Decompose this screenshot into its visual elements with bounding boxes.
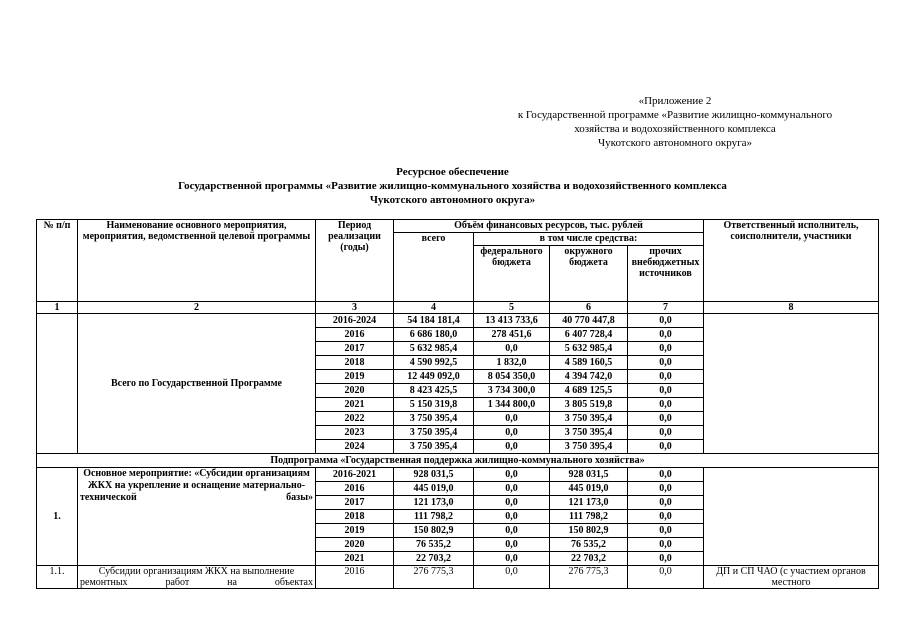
other-cell: 0,0 (628, 426, 704, 440)
period-cell: 2020 (316, 538, 394, 552)
responsible-cell: ДП и СП ЧАО (с участием органов местного (704, 566, 879, 589)
total-cell: 22 703,2 (394, 552, 474, 566)
header-responsible: Ответственный исполнитель, соисполнители, участники (704, 220, 879, 302)
header-other: прочих внебюджетных источников (628, 246, 704, 302)
okrug-cell: 3 805 519,8 (550, 398, 628, 412)
okrug-cell: 4 394 742,0 (550, 370, 628, 384)
header-total: всего (394, 233, 474, 302)
activity-row (37, 468, 879, 482)
total-cell: 928 031,5 (394, 468, 474, 482)
responsible-cell (704, 468, 879, 566)
okrug-cell: 76 535,2 (550, 538, 628, 552)
subactivity-name: Субсидии организациям ЖКХ на выполнение ремонтных работ на объектах (78, 566, 316, 589)
total-cell: 4 590 992,5 (394, 356, 474, 370)
period-cell: 2021 (316, 552, 394, 566)
appendix-line: «Приложение 2 (638, 95, 712, 107)
federal-cell: 0,0 (474, 426, 550, 440)
other-cell: 0,0 (628, 538, 704, 552)
total-cell: 111 798,2 (394, 510, 474, 524)
federal-cell: 0,0 (474, 566, 550, 589)
column-number: 1 (37, 302, 78, 314)
period-cell: 2021 (316, 398, 394, 412)
total-cell: 5 632 985,4 (394, 342, 474, 356)
other-cell: 0,0 (628, 524, 704, 538)
okrug-cell: 5 632 985,4 (550, 342, 628, 356)
other-cell: 0,0 (628, 398, 704, 412)
okrug-cell: 6 407 728,4 (550, 328, 628, 342)
federal-cell: 0,0 (474, 482, 550, 496)
column-number: 8 (704, 302, 879, 314)
period-cell: 2017 (316, 496, 394, 510)
other-cell: 0,0 (628, 384, 704, 398)
other-cell: 0,0 (628, 342, 704, 356)
federal-cell: 8 054 350,0 (474, 370, 550, 384)
total-cell: 3 750 395,4 (394, 412, 474, 426)
period-cell: 2016 (316, 328, 394, 342)
federal-cell: 0,0 (474, 496, 550, 510)
total-cell: 445 019,0 (394, 482, 474, 496)
other-cell: 0,0 (628, 370, 704, 384)
subprogram-title: Подпрограмма «Государственная поддержка жилищно-коммунального хозяйства» (37, 454, 879, 468)
subactivity-number: 1.1. (37, 566, 78, 589)
header-including: в том числе средства: (474, 233, 704, 246)
okrug-cell: 4 589 160,5 (550, 356, 628, 370)
column-number: 5 (474, 302, 550, 314)
federal-cell: 0,0 (474, 342, 550, 356)
header-row (37, 220, 879, 233)
period-cell: 2016 (316, 482, 394, 496)
period-cell: 2018 (316, 356, 394, 370)
federal-cell: 278 451,6 (474, 328, 550, 342)
federal-cell: 0,0 (474, 538, 550, 552)
total-cell: 3 750 395,4 (394, 440, 474, 454)
column-number: 3 (316, 302, 394, 314)
federal-cell: 13 413 733,6 (474, 314, 550, 328)
period-cell: 2016 (316, 566, 394, 589)
period-cell: 2020 (316, 384, 394, 398)
federal-cell: 1 832,0 (474, 356, 550, 370)
header-period: Период реализации (годы) (316, 220, 394, 302)
total-cell: 76 535,2 (394, 538, 474, 552)
subactivity-row (37, 566, 879, 589)
federal-cell: 0,0 (474, 412, 550, 426)
total-cell: 276 775,3 (394, 566, 474, 589)
okrug-cell: 111 798,2 (550, 510, 628, 524)
column-number: 7 (628, 302, 704, 314)
title-line: Ресурсное обеспечение (396, 166, 509, 178)
okrug-cell: 22 703,2 (550, 552, 628, 566)
title-line: Чукотского автономного округа» (369, 194, 536, 206)
appendix-line: к Государственной программе «Развитие жилищно-коммунального (517, 109, 833, 121)
total-cell: 5 150 319,8 (394, 398, 474, 412)
okrug-cell: 3 750 395,4 (550, 440, 628, 454)
total-cell: 6 686 180,0 (394, 328, 474, 342)
okrug-cell: 276 775,3 (550, 566, 628, 589)
column-number: 6 (550, 302, 628, 314)
other-cell: 0,0 (628, 496, 704, 510)
period-cell: 2018 (316, 510, 394, 524)
okrug-cell: 445 019,0 (550, 482, 628, 496)
other-cell: 0,0 (628, 412, 704, 426)
other-cell: 0,0 (628, 566, 704, 589)
title-line: Государственной программы «Развитие жилищно-коммунального хозяйства и водохозяйственного комплекса (178, 180, 727, 192)
period-cell: 2016-2021 (316, 468, 394, 482)
okrug-cell: 121 173,0 (550, 496, 628, 510)
okrug-cell: 4 689 125,5 (550, 384, 628, 398)
period-cell: 2023 (316, 426, 394, 440)
other-cell: 0,0 (628, 552, 704, 566)
period-cell: 2024 (316, 440, 394, 454)
appendix-note (430, 94, 905, 150)
okrug-cell: 928 031,5 (550, 468, 628, 482)
okrug-cell: 3 750 395,4 (550, 426, 628, 440)
total-cell: 3 750 395,4 (394, 426, 474, 440)
period-cell: 2017 (316, 342, 394, 356)
other-cell: 0,0 (628, 468, 704, 482)
appendix-line: Чукотского автономного округа» (598, 137, 752, 149)
okrug-cell: 150 802,9 (550, 524, 628, 538)
header-name: Наименование основного мероприятия, мероприятия, ведомственной целевой программы (78, 220, 316, 302)
header-federal: федерального бюджета (474, 246, 550, 302)
other-cell: 0,0 (628, 482, 704, 496)
other-cell: 0,0 (628, 510, 704, 524)
federal-cell: 1 344 800,0 (474, 398, 550, 412)
appendix-line: хозяйства и водохозяйственного комплекса (574, 123, 776, 135)
total-cell: 8 423 425,5 (394, 384, 474, 398)
responsible-cell (704, 314, 879, 454)
total-cell: 12 449 092,0 (394, 370, 474, 384)
activity-name: Основное мероприятие: «Субсидии организациям ЖКХ на укрепление и оснащение материально-технической базы» (78, 468, 316, 566)
total-program-row (37, 314, 879, 328)
federal-cell: 0,0 (474, 552, 550, 566)
header-num: № п/п (37, 220, 78, 302)
total-cell: 121 173,0 (394, 496, 474, 510)
federal-cell: 0,0 (474, 524, 550, 538)
federal-cell: 0,0 (474, 468, 550, 482)
other-cell: 0,0 (628, 356, 704, 370)
federal-cell: 3 734 300,0 (474, 384, 550, 398)
other-cell: 0,0 (628, 328, 704, 342)
other-cell: 0,0 (628, 314, 704, 328)
period-cell: 2019 (316, 524, 394, 538)
period-cell: 2016-2024 (316, 314, 394, 328)
column-number-row (37, 302, 879, 314)
period-cell: 2019 (316, 370, 394, 384)
okrug-cell: 3 750 395,4 (550, 412, 628, 426)
resource-table (36, 219, 879, 589)
activity-number: 1. (37, 468, 78, 566)
header-okrug: окружного бюджета (550, 246, 628, 302)
okrug-cell: 40 770 447,8 (550, 314, 628, 328)
document-title (0, 165, 905, 207)
period-cell: 2022 (316, 412, 394, 426)
other-cell: 0,0 (628, 440, 704, 454)
column-number: 2 (78, 302, 316, 314)
column-number: 4 (394, 302, 474, 314)
federal-cell: 0,0 (474, 510, 550, 524)
federal-cell: 0,0 (474, 440, 550, 454)
subprogram-row (37, 454, 879, 468)
total-program-label: Всего по Государственной Программе (78, 314, 316, 454)
total-cell: 150 802,9 (394, 524, 474, 538)
header-volume: Объём финансовых ресурсов, тыс. рублей (394, 220, 704, 233)
total-cell: 54 184 181,4 (394, 314, 474, 328)
row-number-cell (37, 314, 78, 454)
